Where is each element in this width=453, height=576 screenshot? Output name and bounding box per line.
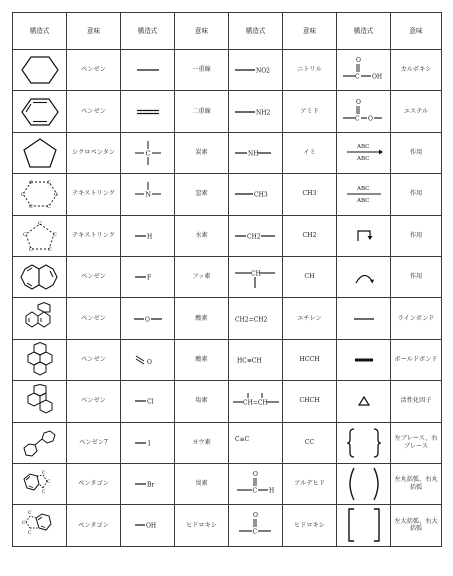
meaning-cell xyxy=(67,50,121,91)
atom-label: C xyxy=(28,246,33,253)
meaning-text: 作用 xyxy=(409,190,423,198)
arrow-label: ABC xyxy=(356,198,369,205)
atom-label: C xyxy=(27,511,31,517)
meaning-cell xyxy=(283,174,337,215)
meaning-text: 水素 xyxy=(195,231,208,239)
meaning-cell xyxy=(283,381,337,422)
header-cell: 構造式 xyxy=(13,13,67,50)
structure-cell xyxy=(337,463,391,504)
meaning-cell xyxy=(67,256,121,297)
meaning-cell xyxy=(391,91,442,132)
group-label: C xyxy=(252,528,257,536)
meaning-text: 酸素 xyxy=(195,356,208,364)
cyclohexane-structure-icon xyxy=(20,53,60,87)
meaning-text: アルデヒド xyxy=(294,480,325,488)
atom-label: C xyxy=(28,180,33,187)
structure-cell xyxy=(13,256,67,297)
atom-label: O xyxy=(252,512,258,520)
structure-cell xyxy=(121,298,175,339)
table-row xyxy=(13,505,442,546)
meaning-text: エチレン xyxy=(297,314,322,322)
header-cell: 意味 xyxy=(391,13,442,50)
ester-group-icon xyxy=(339,97,389,127)
structure-cell xyxy=(121,256,175,297)
atom-label: O xyxy=(252,471,258,479)
cyclopentane-structure-icon xyxy=(20,136,60,170)
meaning-text: 左丸括弧、右丸括弧 xyxy=(394,476,438,492)
group-label: CH3 xyxy=(253,191,268,199)
structure-cell xyxy=(337,381,391,422)
meaning-text: CHCH xyxy=(299,397,320,405)
table-row xyxy=(13,422,442,463)
meaning-cell xyxy=(283,422,337,463)
meaning-cell xyxy=(391,422,442,463)
triphenylene-structure-icon xyxy=(20,384,60,418)
atom-label: C xyxy=(354,73,360,81)
benzene-structure-icon xyxy=(20,95,60,129)
structure-cell xyxy=(121,215,175,256)
pyrene-structure-icon xyxy=(20,342,60,378)
structure-cell xyxy=(229,132,283,173)
square-bracket-pair-icon xyxy=(342,507,386,543)
hydrogen-bond-icon xyxy=(131,231,165,241)
atom-label: C xyxy=(47,246,52,253)
atom-label: I xyxy=(147,440,150,448)
meaning-text: ベンゼン xyxy=(81,356,106,364)
table-row xyxy=(13,132,442,173)
meaning-cell xyxy=(175,339,229,380)
parenthesis-pair-icon xyxy=(342,466,386,502)
header-cell: 意味 xyxy=(283,13,337,50)
meaning-text: ヒドロキシ xyxy=(294,521,325,529)
atom-label: C xyxy=(46,204,51,211)
meaning-text: エステル xyxy=(403,107,429,115)
structure-cell xyxy=(13,422,67,463)
carbon-atom-icon xyxy=(131,138,165,168)
imine-group-icon xyxy=(231,147,281,159)
hook-arrow-icon xyxy=(349,226,379,246)
structure-cell xyxy=(337,298,391,339)
structure-cell xyxy=(229,422,283,463)
meaning-cell xyxy=(391,463,442,504)
structure-glossary-table xyxy=(12,12,442,547)
group-label: NH2 xyxy=(255,109,270,117)
header-cell: 構造式 xyxy=(337,13,391,50)
formula-text: C≡C xyxy=(234,435,249,443)
group-label: CH xyxy=(250,270,261,278)
structure-cell xyxy=(229,256,283,297)
arrow-label: ABC xyxy=(356,143,369,150)
header-row xyxy=(13,13,442,50)
meaning-cell xyxy=(175,50,229,91)
meaning-text: 酸素 xyxy=(195,314,208,322)
meaning-cell xyxy=(283,339,337,380)
header-cell: 意味 xyxy=(175,13,229,50)
table-row xyxy=(13,50,442,91)
structure-cell xyxy=(13,91,67,132)
atom-label: N xyxy=(144,190,151,199)
meaning-text: ベンゼン xyxy=(81,314,106,322)
meaning-cell xyxy=(391,132,442,173)
amine-group-icon xyxy=(231,106,281,118)
atom-label: C xyxy=(46,180,51,187)
structure-cell xyxy=(229,298,283,339)
structure-cell xyxy=(121,132,175,173)
dashed-pentagon-ring-icon xyxy=(20,219,60,253)
meaning-cell xyxy=(67,422,121,463)
meaning-cell xyxy=(283,215,337,256)
header-cell: 構造式 xyxy=(229,13,283,50)
methylene-group-icon xyxy=(231,230,281,242)
meaning-cell xyxy=(67,463,121,504)
meaning-text: ペンタゴン xyxy=(78,521,109,529)
meaning-text: ベンゼン xyxy=(81,66,106,74)
atom-label: H xyxy=(268,487,274,495)
structure-cell xyxy=(13,339,67,380)
atom-label: C xyxy=(28,204,33,211)
structure-cell xyxy=(337,422,391,463)
meaning-cell xyxy=(67,381,121,422)
meaning-text: イミ xyxy=(303,149,316,157)
structure-cell xyxy=(13,215,67,256)
brace-pair-icon xyxy=(342,426,386,460)
meaning-cell xyxy=(175,256,229,297)
ethylene-formula-icon xyxy=(231,313,281,325)
meaning-cell xyxy=(175,174,229,215)
structure-cell xyxy=(337,132,391,173)
group-label: OH xyxy=(371,73,382,81)
table-row xyxy=(13,298,442,339)
group-label: O xyxy=(367,115,373,123)
structure-cell xyxy=(337,91,391,132)
meaning-text: ニトリル xyxy=(297,66,322,74)
arrow-label: ABC xyxy=(356,155,369,162)
meaning-text: 作用 xyxy=(409,231,423,239)
atom-label: C xyxy=(22,231,27,238)
table-row xyxy=(13,91,442,132)
meaning-text: フッ素 xyxy=(192,273,211,281)
structure-cell xyxy=(121,422,175,463)
structure-cell xyxy=(121,91,175,132)
atom-label: O xyxy=(355,57,361,65)
meaning-cell xyxy=(175,132,229,173)
meaning-cell xyxy=(175,463,229,504)
fluorine-bond-icon xyxy=(131,272,165,282)
meaning-text: テキストリンク xyxy=(71,190,116,198)
meaning-cell xyxy=(391,50,442,91)
meaning-text: 左大括弧、右大括弧 xyxy=(394,517,438,533)
meaning-cell xyxy=(175,298,229,339)
atom-label: Cl xyxy=(146,398,154,406)
hydroxyl-bond-icon xyxy=(131,520,165,530)
meaning-text: 臭素 xyxy=(195,480,208,488)
atom-label: C xyxy=(52,231,57,238)
meaning-cell xyxy=(283,91,337,132)
meaning-text: テキストリンク xyxy=(71,231,116,239)
meaning-text: 左ブレース、右ブレース xyxy=(394,434,438,450)
curved-arrow-icon xyxy=(349,267,379,287)
meaning-cell xyxy=(391,381,442,422)
atom-label: OH xyxy=(145,522,156,530)
acetylene-formula-icon xyxy=(231,354,281,366)
meaning-cell xyxy=(175,381,229,422)
group-label: NH xyxy=(247,150,258,158)
meaning-cell xyxy=(391,215,442,256)
line-bond-icon xyxy=(349,314,379,324)
atom-label: C xyxy=(46,480,50,486)
meaning-cell xyxy=(175,505,229,546)
structure-cell xyxy=(121,463,175,504)
table-row xyxy=(13,174,442,215)
group-label: CH=CH xyxy=(242,399,268,407)
structure-cell xyxy=(229,91,283,132)
structure-cell xyxy=(229,215,283,256)
bold-bond-icon xyxy=(349,355,379,365)
structure-cell xyxy=(121,174,175,215)
meaning-text: ヨウ素 xyxy=(192,438,211,446)
meaning-text: 作用 xyxy=(409,273,423,281)
meaning-text: 窒素 xyxy=(195,190,208,198)
meaning-cell xyxy=(283,132,337,173)
meaning-text: ベンゼン7 xyxy=(79,438,108,446)
atom-label: C xyxy=(354,115,360,123)
meaning-text: ペンタゴン xyxy=(78,480,109,488)
meaning-text: ヒドロキシ xyxy=(186,521,217,529)
structure-cell xyxy=(337,256,391,297)
meaning-text: CH xyxy=(304,273,315,281)
meaning-text: CH2 xyxy=(302,231,317,239)
atom-label: O xyxy=(146,358,152,366)
formula-text: CH2=CH2 xyxy=(234,316,267,324)
structure-cell xyxy=(337,174,391,215)
atom-label: O xyxy=(144,316,150,324)
table-row xyxy=(13,381,442,422)
meaning-text: カルボキシ xyxy=(400,66,432,74)
meaning-cell xyxy=(283,505,337,546)
nitrogen-atom-icon xyxy=(131,179,165,209)
header-cell: 構造式 xyxy=(121,13,175,50)
meaning-text: 一重線 xyxy=(192,66,211,74)
meaning-cell xyxy=(67,174,121,215)
meaning-cell xyxy=(391,174,442,215)
reaction-arrow-icon xyxy=(339,138,389,168)
atom-label: C xyxy=(53,192,58,199)
structure-cell xyxy=(13,381,67,422)
biphenyl-structure-icon xyxy=(20,426,60,460)
alkyne-formula-icon xyxy=(231,433,281,453)
meaning-cell xyxy=(67,505,121,546)
meaning-cell xyxy=(391,256,442,297)
atom-label: C xyxy=(37,220,42,227)
atom-label: F xyxy=(146,274,151,282)
meaning-cell xyxy=(67,339,121,380)
naphthalene-structure-icon xyxy=(17,262,63,292)
structure-cell xyxy=(121,339,175,380)
meaning-text: 塩素 xyxy=(195,397,208,405)
structure-cell xyxy=(337,215,391,256)
meaning-text: ベンゼン xyxy=(81,397,106,405)
structure-cell xyxy=(121,381,175,422)
structure-cell xyxy=(337,505,391,546)
meaning-cell xyxy=(283,298,337,339)
structure-cell xyxy=(121,505,175,546)
meaning-cell xyxy=(67,215,121,256)
structure-cell xyxy=(13,505,67,546)
nitro-group-icon xyxy=(231,64,281,76)
header-cell: 意味 xyxy=(67,13,121,50)
meaning-text: ベンゼン xyxy=(81,273,106,281)
atom-label: C xyxy=(41,490,45,496)
table-row xyxy=(13,215,442,256)
structure-cell xyxy=(337,339,391,380)
structure-cell xyxy=(13,50,67,91)
structure-cell xyxy=(13,463,67,504)
arrow-label: ABC xyxy=(356,186,369,193)
iodine-bond-icon xyxy=(131,438,165,448)
meaning-text: シクロペンタン xyxy=(72,149,115,157)
meaning-cell xyxy=(175,422,229,463)
meaning-cell xyxy=(175,91,229,132)
meaning-cell xyxy=(67,298,121,339)
atom-label: C xyxy=(20,192,25,199)
group-label: C xyxy=(252,487,257,495)
fused-pentagon-ring-icon xyxy=(20,467,60,501)
meaning-text: アミド xyxy=(300,107,319,115)
structure-cell xyxy=(229,339,283,380)
aldehyde-group-icon xyxy=(231,469,281,499)
carbonyl-group-icon xyxy=(231,510,281,540)
meaning-text: 炭素 xyxy=(195,149,208,157)
meaning-cell xyxy=(391,339,442,380)
meaning-text: ボールドボンド xyxy=(394,356,438,364)
structure-cell xyxy=(229,174,283,215)
meaning-text: CH3 xyxy=(302,190,317,198)
delta-triangle-icon xyxy=(354,394,374,408)
meaning-text: ラインボンド xyxy=(397,314,435,322)
chlorine-bond-icon xyxy=(131,396,165,406)
atom-label: C xyxy=(41,471,45,477)
atom-label: O xyxy=(355,98,361,106)
table-row xyxy=(13,256,442,297)
structure-cell xyxy=(229,50,283,91)
meaning-text: 二重線 xyxy=(192,107,211,115)
ether-oxygen-icon xyxy=(131,314,165,324)
structure-cell xyxy=(13,132,67,173)
atom-label: H xyxy=(146,233,152,241)
meaning-text: CC xyxy=(304,438,315,446)
structure-cell xyxy=(229,381,283,422)
structure-cell xyxy=(229,505,283,546)
structure-cell xyxy=(13,174,67,215)
structure-cell xyxy=(13,298,67,339)
meaning-cell xyxy=(67,132,121,173)
meaning-cell xyxy=(391,505,442,546)
meaning-cell xyxy=(283,463,337,504)
fused-dioxole-ring-icon xyxy=(20,508,60,542)
meaning-cell xyxy=(283,50,337,91)
dashed-carbon-ring-icon xyxy=(20,177,60,211)
structure-glossary-sheet xyxy=(12,12,442,547)
meaning-text: ベンゼン xyxy=(81,107,106,115)
carboxy-group-icon xyxy=(339,55,389,85)
double-bond-icon xyxy=(133,107,163,117)
formula-text: HC≡CH xyxy=(236,357,262,365)
group-label: NO2 xyxy=(255,67,270,75)
atom-label: C xyxy=(145,149,151,158)
meaning-text: 作用 xyxy=(409,149,423,157)
structure-cell xyxy=(229,463,283,504)
phenanthrene-structure-icon xyxy=(20,302,60,336)
atom-label: C xyxy=(21,521,25,527)
meaning-cell xyxy=(391,298,442,339)
table-row xyxy=(13,339,442,380)
meaning-cell xyxy=(67,91,121,132)
bromine-bond-icon xyxy=(131,479,165,489)
meaning-text: 活性化因子 xyxy=(400,397,432,405)
single-bond-icon xyxy=(133,65,163,75)
group-label: CH2 xyxy=(246,233,261,241)
meaning-cell xyxy=(283,256,337,297)
structure-cell xyxy=(337,50,391,91)
methine-group-icon xyxy=(231,262,281,292)
table-row xyxy=(13,463,442,504)
meaning-cell xyxy=(175,215,229,256)
atom-label: C xyxy=(27,531,31,537)
atom-label: Br xyxy=(146,481,154,489)
methyl-group-icon xyxy=(231,188,281,200)
reaction-line-icon xyxy=(339,179,389,209)
meaning-text: HCCH xyxy=(299,356,320,364)
structure-cell xyxy=(121,50,175,91)
carbonyl-oxygen-icon xyxy=(131,353,165,367)
vinylene-group-icon xyxy=(231,389,281,413)
